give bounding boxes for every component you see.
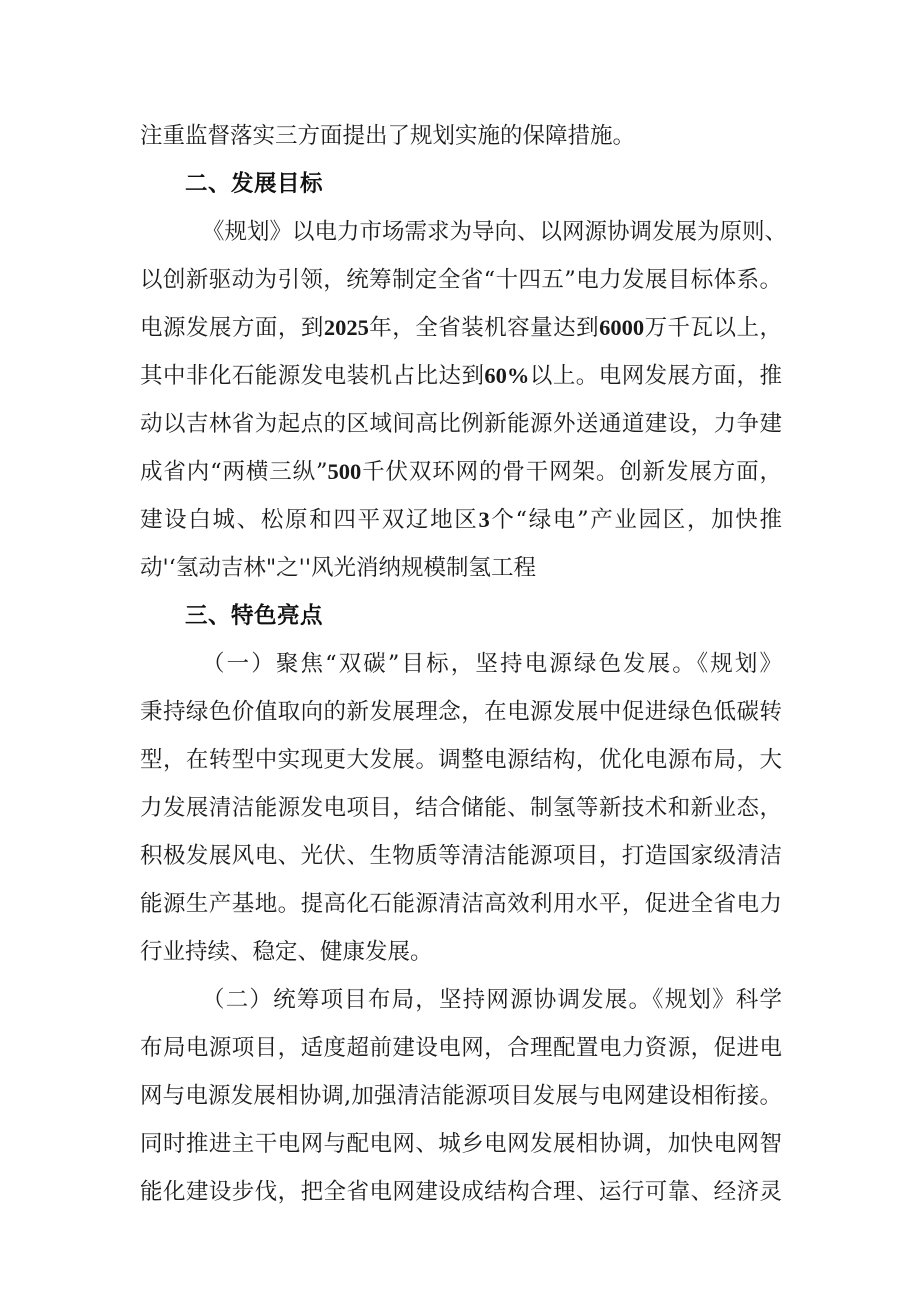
percent-value: 60%	[484, 363, 530, 388]
paragraph-line: 积极发展风电、光伏、生物质等清洁能源项目，打造国家级清洁	[140, 843, 782, 869]
paragraph-line: 能源生产基地。提高化石能源清洁高效利用水平，促进全省电力	[140, 891, 782, 917]
year-value: 2025	[323, 315, 369, 340]
paragraph-line: 网与电源发展相协调,加强清洁能源项目发展与电网建设相衔接。	[140, 1083, 782, 1109]
paragraph-line: 《规划》以电力市场需求为导向、以网源协调发展为原则、	[202, 219, 788, 245]
paragraph-line: 能化建设步伐，把全省电网建设成结构合理、运行可靠、经济灵	[140, 1179, 782, 1205]
text-run: 千伏双环网的骨干网架。创新发展方面，	[361, 459, 782, 485]
voltage-value: 500	[327, 459, 362, 484]
text-run: 其中非化石能源发电装机占比达到	[140, 363, 485, 389]
paragraph-line: 以创新驱动为引领，统筹制定全省“十四五”电力发展目标体系。	[140, 267, 782, 293]
text-run: 万千瓦以上，	[644, 315, 782, 341]
paragraph-line	[140, 498, 782, 542]
paragraph-line: 行业持续、稳定、健康发展。	[140, 939, 433, 965]
text-run: 电源发展方面，到	[140, 315, 324, 341]
paragraph-line: 布局电源项目，适度超前建设电网，合理配置电力资源，促进电	[140, 1035, 782, 1061]
paragraph-line	[140, 306, 782, 350]
text-run: 年，全省装机容量达到	[368, 315, 600, 341]
paragraph-line	[140, 450, 782, 494]
paragraph-line: 同时推进主干电网与配电网、城乡电网发展相协调，加快电网智	[140, 1131, 782, 1157]
paragraph-line: 注重监督落实三方面提出了规划实施的保障措施。	[140, 123, 636, 149]
paragraph-line: 秉持绿色价值取向的新发展理念，在电源发展中促进绿色低碳转	[140, 699, 782, 725]
paragraph-line	[140, 354, 782, 398]
paragraph-line: 动以吉林省为起点的区域间高比例新能源外送通道建设，力争建	[140, 411, 782, 437]
text-run: 成省内“两横三纵”	[140, 459, 328, 485]
paragraph-line: （二）统筹项目布局，坚持网源协调发展。《规划》科学	[202, 987, 782, 1013]
capacity-value: 6000	[599, 315, 645, 340]
text-run: 个“绿电”产业园区，加快推	[489, 507, 782, 533]
paragraph-line: 型，在转型中实现更大发展。调整电源结构，优化电源布局，大	[140, 747, 782, 773]
section-heading-goals: 二、发展目标	[185, 171, 324, 197]
count-value: 3	[478, 507, 490, 532]
section-heading-highlights: 三、特色亮点	[185, 603, 324, 629]
paragraph-line: 动'‘氢动吉林"之''风光消纳规模制氢工程	[140, 555, 537, 581]
paragraph-line: 力发展清洁能源发电项目，结合储能、制氢等新技术和新业态，	[140, 795, 782, 821]
text-run: 建设白城、松原和四平双辽地区	[140, 507, 479, 533]
paragraph-line: （一）聚焦“双碳”目标，坚持电源绿色发展。《规划》	[202, 651, 782, 677]
text-run: 以上。电网发展方面，推	[529, 363, 782, 389]
